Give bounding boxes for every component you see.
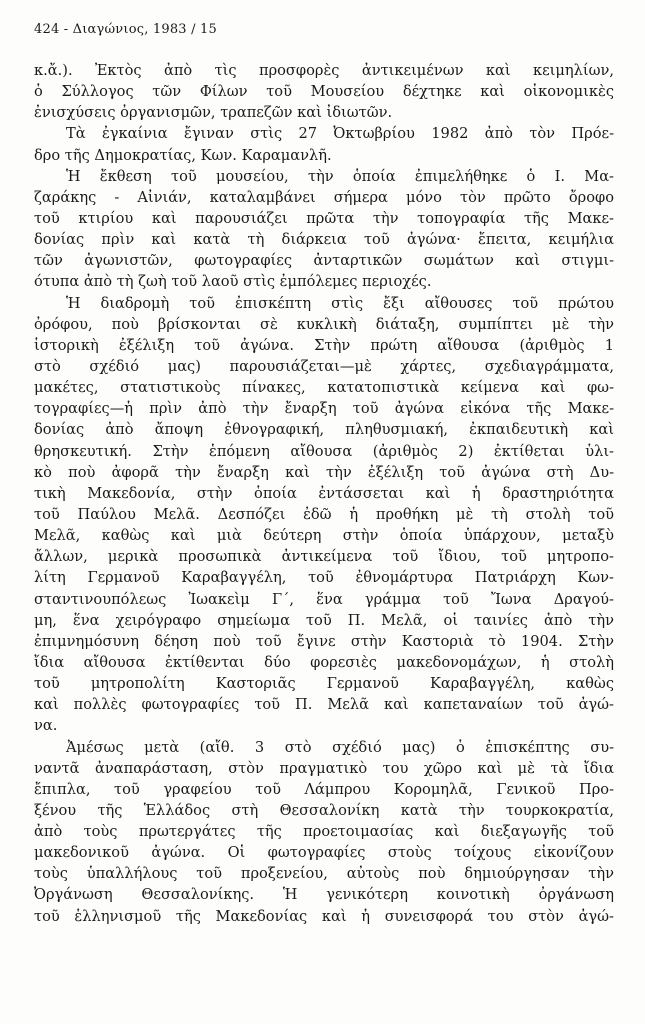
text-line: τοῦ κτιρίου καὶ παρουσιάζει πρῶτα τὴν τοπογραφία τῆς Μακε- (34, 209, 614, 227)
text-line: ὀρόφου, ποὺ βρίσκονται σὲ κυκλικὴ διάταξη, συμπίπτει μὲ τὴν (34, 315, 614, 333)
text-line: δονίας ἀπὸ ἄποψη ἐθνογραφική, πληθυσμιακή, ἐκπαιδευτικὴ καὶ (34, 421, 614, 439)
text-line: ἔπιπλα, τοῦ γραφείου τοῦ Λάμπρου Κορομηλᾶ, Γενικοῦ Προ- (34, 780, 614, 798)
text-line: τογραφίες—ἡ πρὶν ἀπὸ τὴν ἔναρξη τοῦ ἀγώνα εἰκόνα τῆς Μακε- (34, 400, 614, 418)
body-text (34, 60, 614, 927)
text-line: κὸ ποὺ ἀφορᾶ τὴν ἔναρξη καὶ τὴν ἐξέλιξη τοῦ ἀγώνα στὴ Δυ- (34, 463, 614, 481)
text-line: ἐνισχύσεις ὀργανισμῶν, τραπεζῶν καὶ ἰδιωτῶν. (34, 104, 393, 122)
text-line: ἐπιμνημόσυνη δέηση ποὺ τοῦ ἔγινε στὴν Καστοριὰ τὸ 1904. Στὴν (34, 632, 614, 650)
text-line: Τὰ ἐγκαίνια ἔγιναν στὶς 27 Ὀκτωβρίου 1982 ἀπὸ τὸν Πρόε- (66, 125, 614, 143)
text-line: μη, ἕνα χειρόγραφο σημείωμα τοῦ Π. Μελᾶ, οἱ ταινίες ἀπὸ τὴν (34, 611, 614, 629)
text-line: Μελᾶ, καθὼς καὶ μιὰ δεύτερη στὴν ὁποία ὑπάρχουν, μεταξὺ (34, 527, 614, 545)
text-line: ότυπα ἀπὸ τὴ ζωὴ τοῦ λαοῦ στὶς ἐμπόλεμες περιοχές. (34, 273, 432, 291)
text-line: τῶν ἀγωνιστῶν, φωτογραφίες ἀνταρτικῶν σωμάτων καὶ στιγμι- (34, 252, 614, 270)
text-line: μακεδονικοῦ ἀγώνα. Οἱ φωτογραφίες στοὺς τοίχους εἰκονίζουν (34, 844, 614, 862)
text-line: στὸ σχέδιό μας) παρουσιάζεται—μὲ χάρτες, σχεδιαγράμματα, (34, 357, 614, 375)
text-line: λίτη Γερμανοῦ Καραβαγγέλη, τοῦ ἐθνομάρτυρα Πατριάρχη Κων- (34, 569, 614, 587)
text-line: ξένου τῆς Ἑλλάδος στὴ Θεσσαλονίκη κατὰ τὴν τουρκοκρατία, (34, 801, 614, 819)
text-line: ἄλλων, μερικὰ προσωπικὰ ἀντικείμενα τοῦ ἴδιου, τοῦ μητροπο- (34, 548, 614, 566)
text-line: ἱστορικὴ ἐξέλιξη τοῦ ἀγώνα. Στὴν πρώτη αἴθουσα (ἀριθμὸς 1 (34, 336, 614, 354)
text-line: ἴδια αἴθουσα ἐκτίθενται δύο φορεσιὲς μακεδονομάχων, ἡ στολὴ (34, 653, 614, 671)
text-line: δονίας πρὶν καὶ κατὰ τὴ διάρκεια τοῦ ἀγώνα· ἔπειτα, κειμήλια (34, 231, 614, 249)
text-line: τοὺς ὑπαλλήλους τοῦ προξενείου, αὐτοὺς ποὺ δημιούργησαν τὴν (34, 865, 614, 883)
text-line: να. (34, 717, 58, 735)
text-line: Ἀμέσως μετὰ (αἴθ. 3 στὸ σχέδιό μας) ὁ ἐπισκέπτης συ- (66, 738, 614, 756)
text-line: κ.ἄ.). Ἐκτὸς ἀπὸ τὶς προσφορὲς ἀντικειμένων καὶ κειμηλίων, (34, 62, 614, 79)
text-line: ἀπὸ τοὺς πρωτεργάτες τῆς προετοιμασίας καὶ διεξαγωγῆς τοῦ (34, 823, 614, 841)
text-line: Ἡ διαδρομὴ τοῦ ἐπισκέπτη στὶς ἔξι αἴθουσες τοῦ πρώτου (66, 294, 614, 312)
text-line: θρησκευτική. Στὴν ἑπόμενη αἴθουσα (ἀριθμὸς 2) ἐκτίθεται ὑλι- (34, 442, 614, 460)
text-line: καὶ πολλὲς φωτογραφίες τοῦ Π. Μελᾶ καὶ καπεταναίων τοῦ ἀγώ- (34, 696, 614, 714)
text-line: μακέτες, στατιστικοὺς πίνακες, κατατοπιστικὰ κείμενα καὶ φω- (34, 379, 614, 397)
text-line: τοῦ ἑλληνισμοῦ τῆς Μακεδονίας καὶ ἡ συνεισφορά του στὸν ἀγώ- (34, 907, 614, 925)
text-line: σταντινουπόλεως Ἰωακεὶμ Γ΄, ἕνα γράμμα τοῦ Ἴωνα Δραγού- (34, 590, 614, 608)
text-line: τοῦ μητροπολίτη Καστοριᾶς Γερμανοῦ Καραβαγγέλη, καθὼς (34, 675, 614, 693)
text-line: δρο τῆς Δημοκρατίας, Κων. Καραμανλῆ. (34, 146, 332, 164)
text-line: Ἡ ἔκθεση τοῦ μουσείου, τὴν ὁποία ἐπιμελήθηκε ὁ Ι. Μα- (66, 167, 614, 185)
running-head: 424 - Διαγώνιος, 1983 / 15 (34, 22, 217, 37)
text-line: Ὀργάνωση Θεσσαλονίκης. Ἡ γενικότερη κοινοτικὴ ὀργάνωση (34, 886, 614, 904)
text-line: ζαράκης - Αἰνιάν, καταλαμβάνει σήμερα μόνο τὸν πρῶτο ὄροφο (34, 188, 614, 206)
text-line: τοῦ Παύλου Μελᾶ. Δεσπόζει ἐδῶ ἡ προθήκη μὲ τὴ στολὴ τοῦ (34, 505, 614, 523)
text-line: ναντᾶ ἀναπαράσταση, στὸν πραγματικὸ του χῶρο καὶ μὲ τὰ ἴδια (34, 759, 614, 777)
text-line: τικὴ Μακεδονία, στὴν ὁποία ἐντάσσεται καὶ ἡ δραστηριότητα (34, 484, 614, 502)
text-line: ὁ Σύλλογος τῶν Φίλων τοῦ Μουσείου δέχτηκε καὶ οἰκονομικὲς (34, 83, 614, 101)
